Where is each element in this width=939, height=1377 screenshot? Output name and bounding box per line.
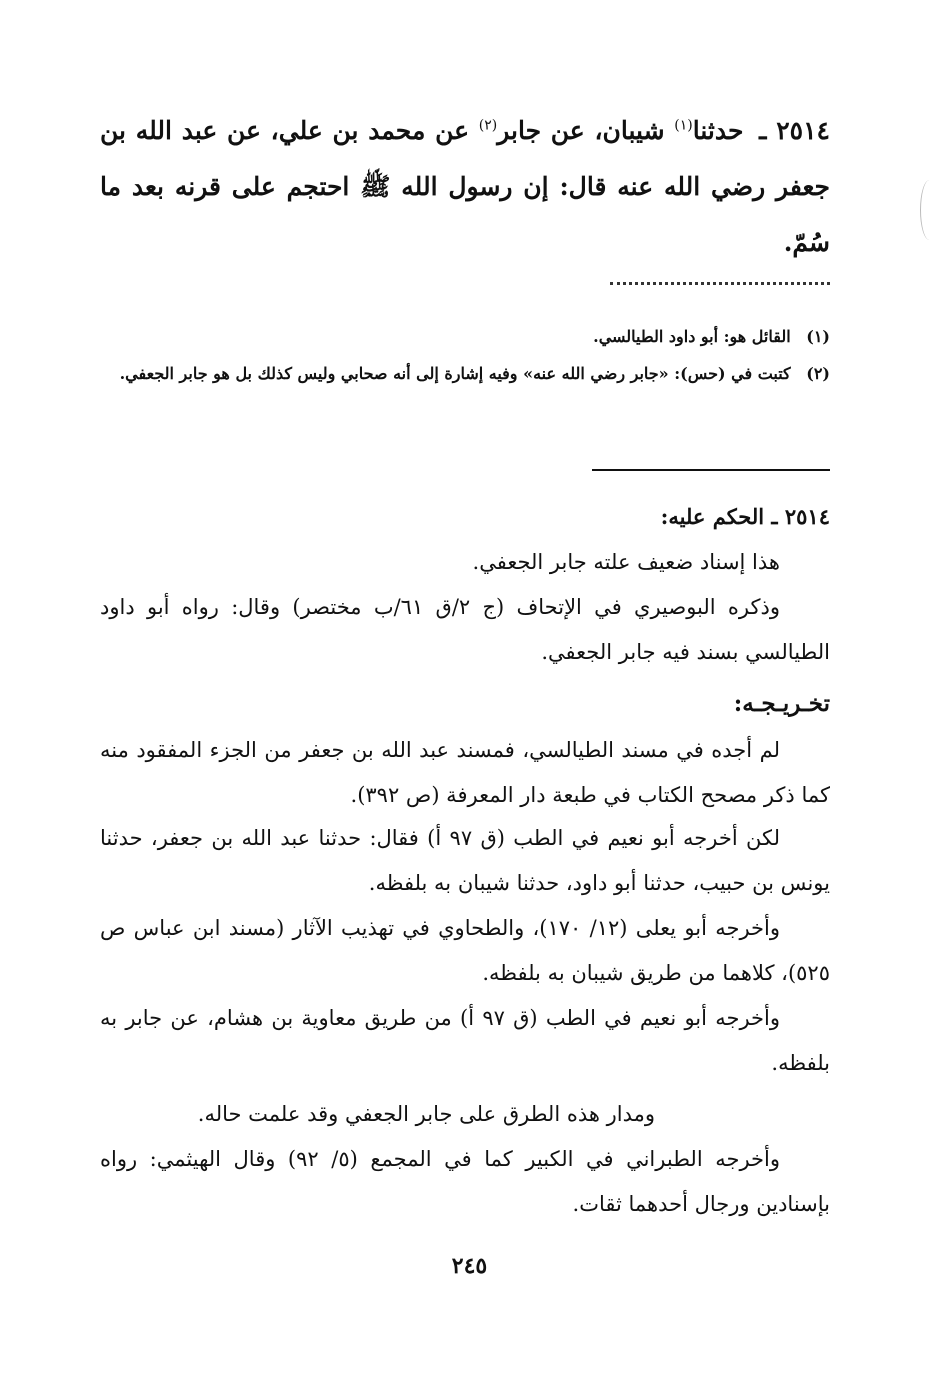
hadith-text-a: حدثنا xyxy=(692,116,744,145)
takhrij-paragraph-2: لكن أخرجه أبو نعيم في الطب (ق ٩٧ أ) فقال: حدثنا عبد الله بن جعفر، حدثنا يونس بن حبيب، حدثنا أبو داود، حدثنا شيبان به بلفظه. xyxy=(100,826,830,895)
hadith-number: ٢٥١٤ ـ xyxy=(759,116,830,145)
footnote-separator xyxy=(610,282,830,285)
hadith-text-b: شيبان، عن جابر xyxy=(497,116,665,145)
takhrij-paragraph-1: لم أجده في مسند الطيالسي، فمسند عبد الله بن جعفر من الجزء المفقود منه كما ذكر مصحح الكتاب في طبعة دار المعرفة (ص ٣٩٢). xyxy=(100,738,830,807)
hadith-text xyxy=(100,103,830,271)
footnote-ref-1[interactable]: (١) xyxy=(674,117,693,134)
takhrij-title: تخـريـجـه: xyxy=(733,690,830,717)
footnote-text: القائل هو: أبو داود الطيالسي. xyxy=(593,327,791,346)
takhrij-paragraph-5: ومدار هذه الطرق على جابر الجعفي وقد علمت حاله. xyxy=(197,1102,655,1126)
hadith-text-c: عن محمد بن علي، عن عبد الله بن جعفر رضي الله عنه قال: إن رسول الله ﷺ احتجم على قرنه بعد ما سُمّ. xyxy=(100,116,830,257)
footnote-ref-2[interactable]: (٢) xyxy=(478,117,498,134)
footnote-1 xyxy=(100,320,830,354)
takhrij-paragraph-4: وأخرجه أبو نعيم في الطب (ق ٩٧ أ) من طريق معاوية بن هشام، عن جابر به بلفظه. xyxy=(100,1006,830,1075)
ruling-title: ٢٥١٤ ـ الحكم عليه: xyxy=(660,504,830,529)
footnote-number: (٢) xyxy=(806,364,830,383)
page-number: ٢٤٥ xyxy=(451,1253,488,1279)
ruling-paragraph-2: وذكره البوصيري في الإتحاف (ج ٢/ق ٦١/ب مختصر) وقال: رواه أبو داود الطيالسي بسند فيه جابر الجعفي. xyxy=(100,595,830,664)
takhrij-paragraph-3: وأخرجه أبو يعلى (١٢/ ١٧٠)، والطحاوي في تهذيب الآثار (مسند ابن عباس ص ٥٢٥)، كلاهما من طريق شيبان به بلفظه. xyxy=(100,916,830,985)
footnote-2 xyxy=(100,357,830,391)
section-divider xyxy=(592,469,830,471)
binding-edge-mark xyxy=(920,180,939,240)
takhrij-paragraph-6: وأخرجه الطبراني في الكبير كما في المجمع (٥/ ٩٢) وقال الهيثمي: رواه بإسنادين ورجال أحدهما ثقات. xyxy=(100,1147,830,1216)
footnote-number: (١) xyxy=(806,327,830,346)
footnote-text: كتبت في (حس): «جابر رضي الله عنه» وفيه إشارة إلى أنه صحابي وليس كذلك بل هو جابر الجعفي. xyxy=(119,364,791,383)
ruling-paragraph-1: هذا إسناد ضعيف علته جابر الجعفي. xyxy=(472,550,780,574)
